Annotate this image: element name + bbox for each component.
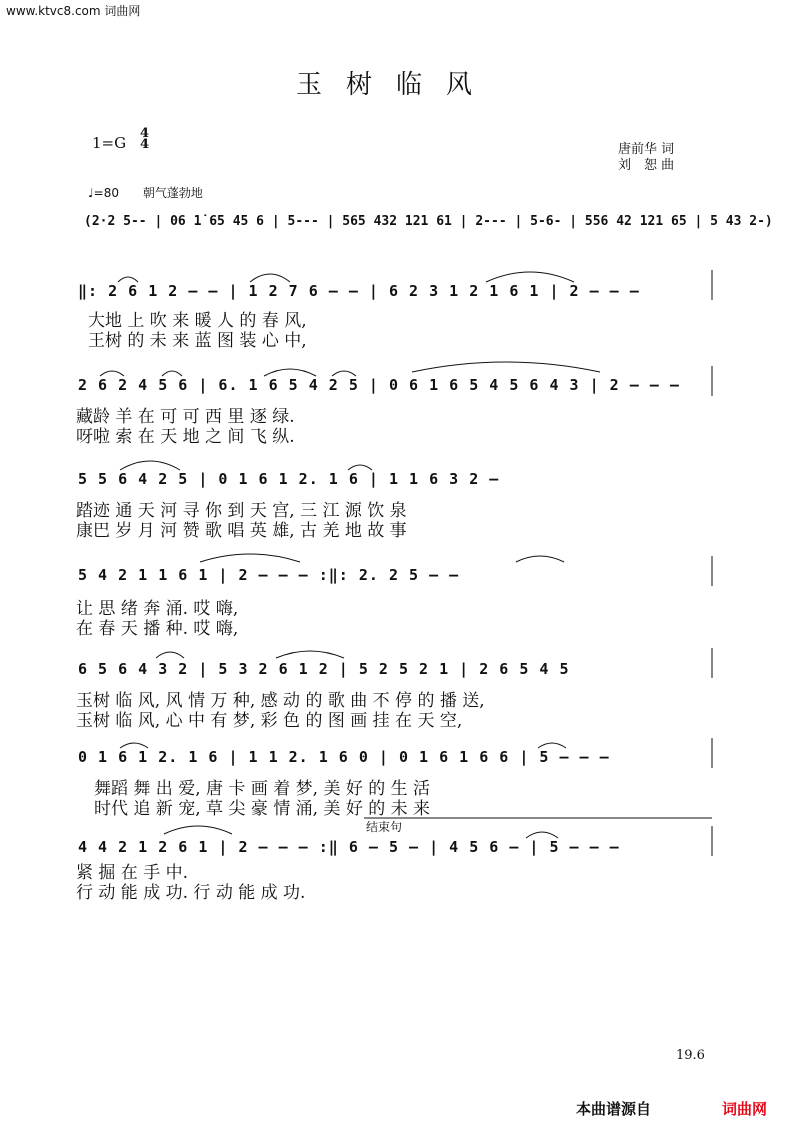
slur <box>162 371 182 376</box>
intro-notes: (2·2 5-- | 06 1̇ 65 45 6 | 5--- | 565 432 121 61 | 2--- | 5-6- | 556 42 121 65 | 5 43 2-) <box>84 214 773 229</box>
staff-row-6-lyric-2: 时代 追 新 宠, 草 尖 豪 情 涌, 美 好 的 未 来 <box>94 799 431 819</box>
slur <box>118 277 138 282</box>
staff-row-7-lyric-1: 紧 掘 在 手 中. <box>76 863 189 883</box>
staff-row-5-lyric-2: 玉树 临 风, 心 中 有 梦, 彩 色 的 图 画 挂 在 天 空, <box>76 711 463 731</box>
staff-row-4-lyric-1: 让 思 绪 奔 涌. 哎 嗨, <box>76 599 239 619</box>
slur <box>526 832 558 838</box>
slur <box>100 371 124 376</box>
slur <box>276 651 344 658</box>
slur <box>250 274 290 282</box>
staff-row-3-lyric-2: 康巴 岁 月 河 赞 歌 唱 英 雄, 古 羌 地 故 事 <box>76 521 407 541</box>
staff-row-1-lyric-1: 大地 上 吹 来 暖 人 的 春 风, <box>88 311 307 331</box>
staff-row-4-notes: 5 4 2 1 1 6 1 | 2 – – – :‖: 2. 2 5 – – <box>78 566 460 584</box>
meter-bottom: 4 <box>140 137 150 152</box>
staff-row-2-lyric-1: 藏龄 羊 在 可 可 西 里 逐 绿. <box>76 407 295 427</box>
slur <box>348 465 372 470</box>
tempo-mark: ♩=80 <box>88 186 119 200</box>
expression-mark: 朝气蓬勃地 <box>142 186 203 200</box>
lyricist-credit: 唐前华 词 <box>618 142 675 157</box>
composer-credit: 刘 恕 曲 <box>618 158 675 173</box>
song-title: 玉树临风 <box>295 70 496 100</box>
site-watermark[interactable]: www.ktvc8.com 词曲网 <box>6 4 141 18</box>
key-signature: 1=G <box>92 134 127 152</box>
slur <box>264 369 316 376</box>
staff-row-2-notes: 2 6 2 4 5 6 | 6. 1 6 5 4 2 5 | 0 6 1 6 5 4 5 6 4 3 | 2 – – – <box>78 376 680 394</box>
staff-row-2-lyric-2: 呀啦 索 在 天 地 之 间 飞 纵. <box>76 427 295 447</box>
slur <box>538 743 566 748</box>
staff-row-7-lyric-2: 行 动 能 成 功. 行 动 能 成 功. <box>76 883 306 903</box>
staff-row-5-notes: 6 5 6 4 3 2 | 5 3 2 6 1 2 | 5 2 5 2 1 | 2 6 5 4 5 <box>78 660 570 678</box>
date-stamp: 19.6 <box>676 1048 705 1063</box>
slur <box>156 652 184 658</box>
slur <box>486 272 574 282</box>
slur <box>120 743 148 748</box>
staff-row-3-lyric-1: 踏迹 通 天 河 寻 你 到 天 宫, 三 江 源 饮 泉 <box>76 501 407 521</box>
slur <box>332 371 356 376</box>
slur <box>120 461 180 470</box>
staff-row-6-lyric-1: 舞蹈 舞 出 爱, 唐 卡 画 着 梦, 美 好 的 生 活 <box>94 779 431 799</box>
staff-row-1-notes: ‖: 2 6 1 2 – – | 1 2 7 6 – – | 6 2 3 1 2 1 6 1 | 2 – – – <box>78 282 640 300</box>
meter-top: 4 <box>140 126 150 141</box>
slur <box>516 556 564 562</box>
staff-row-4-lyric-2: 在 春 天 播 种. 哎 嗨, <box>76 619 239 639</box>
slur <box>412 362 600 372</box>
ending-label: 结束句 <box>366 820 403 834</box>
slur <box>200 554 300 562</box>
staff-row-6-notes: 0 1 6 1 2. 1 6 | 1 1 2. 1 6 0 | 0 1 6 1 6 6 | 5 – – – <box>78 748 610 766</box>
source-label[interactable]: 本曲谱源自 <box>576 1100 652 1118</box>
staff-row-7-notes: 4 4 2 1 2 6 1 | 2 – – – :‖ 6 – 5 – | 4 5 6 – | 5 – – – <box>78 838 620 856</box>
brand-logo[interactable]: 词曲网 <box>722 1100 768 1118</box>
staff-row-5-lyric-1: 玉树 临 风, 风 情 万 种, 感 动 的 歌 曲 不 停 的 播 送, <box>76 691 485 711</box>
staff-row-3-notes: 5 5 6 4 2 5 | 0 1 6 1 2. 1 6 | 1 1 6 3 2 – <box>78 470 500 488</box>
staff-row-1-lyric-2: 王树 的 未 来 蓝 图 装 心 中, <box>88 331 307 351</box>
slur <box>164 826 232 834</box>
